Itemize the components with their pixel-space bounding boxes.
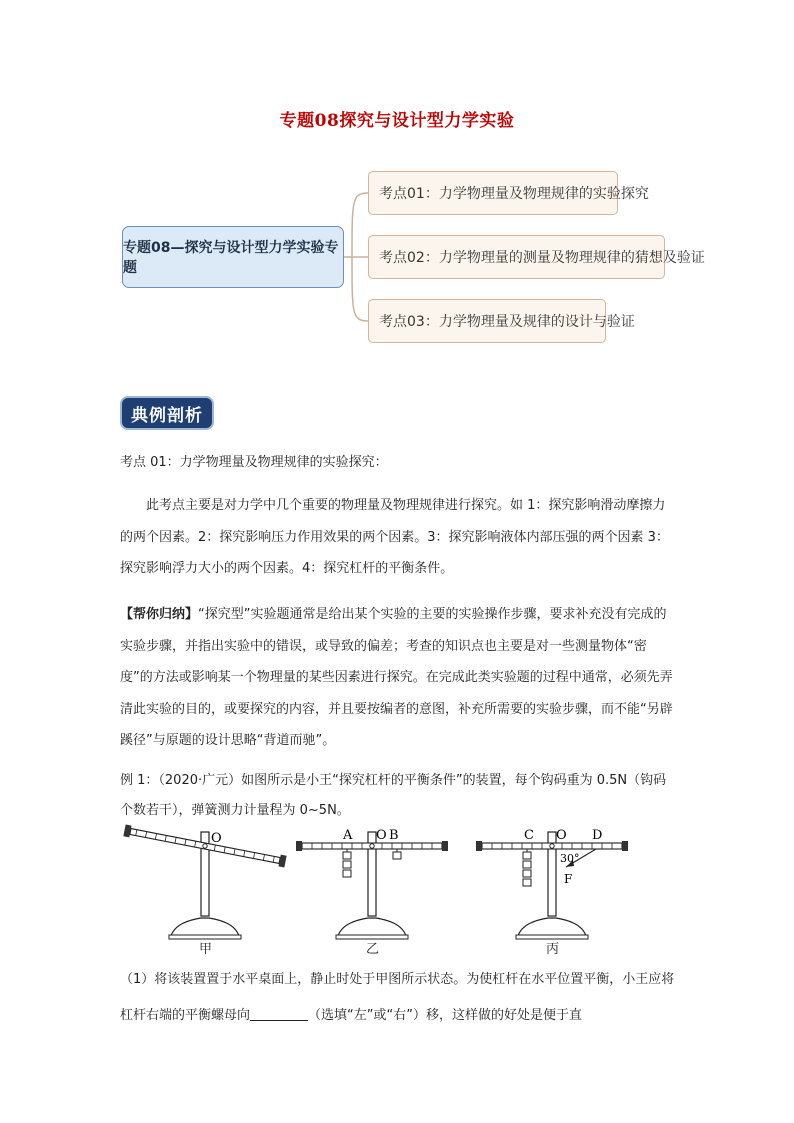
document-title: 专题08探究与设计型力学实验: [279, 111, 515, 131]
question-1-before: （1）将该装置置于水平桌面上，静止时处于甲图所示状态。为使杠杆在水平位置平衡，小王应将杠杆右端的平衡螺母向: [120, 972, 675, 1023]
figure-bing: [476, 828, 628, 939]
figure-jia: [123, 824, 286, 939]
mindmap-root: 专题08—探究与设计型力学实验专题: [122, 226, 344, 288]
figure-yi: [296, 828, 448, 939]
jia-pivot-label: O: [211, 831, 222, 846]
caption-bing: 丙: [546, 942, 560, 957]
caption-jia: 甲: [199, 942, 213, 957]
lever-diagrams: [120, 822, 676, 942]
section-banner: 典例剖析: [120, 396, 214, 430]
lever-figures: [120, 822, 676, 964]
summary-paragraph: [120, 599, 676, 757]
caption-yi: 乙: [366, 942, 380, 957]
yi-label-a: A: [343, 828, 353, 843]
mindmap-node-1: 考点01：力学物理量及物理规律的实验探究: [368, 171, 618, 215]
bing-label-d: D: [592, 828, 603, 843]
bing-label-o: O: [556, 828, 567, 843]
question-1-after: （选填“左”或“右”）移，这样做的好处是便于直: [308, 1008, 582, 1023]
mindmap-node-2: 考点02：力学物理量的测量及物理规律的猜想及验证: [368, 235, 665, 279]
answer-blank[interactable]: [250, 1006, 308, 1021]
mindmap-node-3: 考点03：力学物理量及规律的设计与验证: [368, 299, 606, 343]
bing-angle-label: 30°: [560, 852, 580, 865]
bing-force-label: F: [564, 872, 573, 886]
intro-paragraph: 此考点主要是对力学中几个重要的物理量及物理规律进行探究。如 1：探究影响滑动摩擦力的两个因素。2：探究影响压力作用效果的两个因素。3：探究影响液体内部压强的两个因素 3：探究影响浮力大小的两个因素。4：探究杠杆的平衡条件。: [120, 498, 669, 576]
yi-label-o: O: [376, 828, 387, 843]
yi-label-b: B: [389, 828, 399, 843]
question-1: [120, 962, 676, 1034]
example-1-text: 例 1：（2020·广元）如图所示是小王“探究杠杆的平衡条件”的装置，每个钩码重为 0.5N（钩码个数若干），弹簧测力计量程为 0~5N。: [120, 773, 667, 818]
section-heading: 考点 01：力学物理量及物理规律的实验探究：: [120, 455, 388, 470]
summary-text: “探究型”实验题通常是给出某个实验的主要的实验操作步骤，要求补充没有完成的实验步骤，并指出实验中的错误，或导致的偏差；考查的知识点也主要是对一些测量物体“密度”的方法或影响某一个物理量的某些因素进行探究。在完成此类实验题的过程中通常，必须先弄清此实验的目的，或要探究的内容，并且要按编者的意图，补充所需要的实验步骤，而不能“另辟蹊径”与原题的设计思略“背道而驰”。: [120, 607, 673, 748]
summary-tag: 【帮你归纳】: [120, 607, 199, 622]
bing-label-c: C: [524, 828, 534, 843]
